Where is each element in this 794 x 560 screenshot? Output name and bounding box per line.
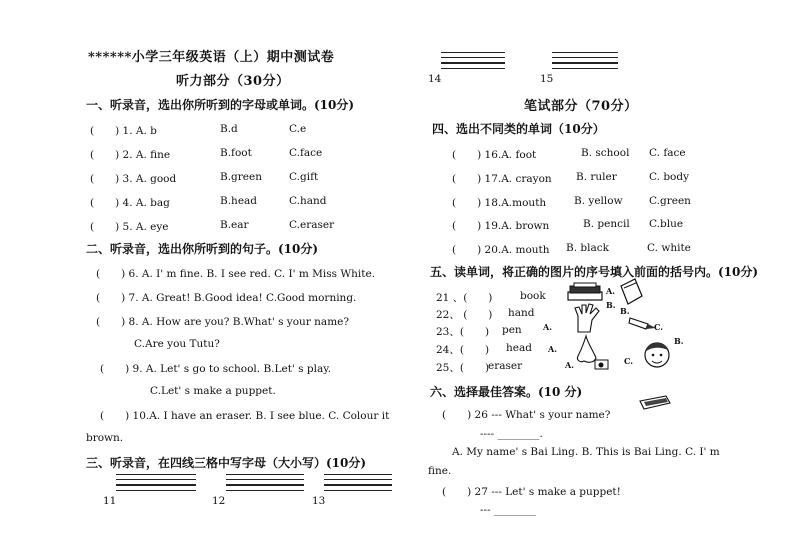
question-26: ( ) 26 --- What' s your name? xyxy=(442,409,611,421)
four-line-grid xyxy=(552,52,618,73)
question-8-option-c: C.Are you Tutu? xyxy=(134,338,220,350)
picture-label: A. xyxy=(548,344,557,354)
question-8: ( ) 8. A. How are you? B.What' s your name? xyxy=(96,316,349,328)
question-27-answer-line: --- ________ xyxy=(480,504,536,516)
picture-label: C. xyxy=(624,356,634,366)
picture-label: C. xyxy=(654,322,664,332)
writing-number-12: 12 xyxy=(212,495,226,507)
eraser-picture xyxy=(638,395,672,411)
picture-label: A. xyxy=(565,360,574,370)
written-heading: 笔试部分（70分） xyxy=(524,99,638,114)
picture-label: A. xyxy=(543,322,552,332)
question-7: ( ) 7. A. Great! B.Good idea! C.Good morning. xyxy=(96,292,357,304)
writing-number-15: 15 xyxy=(540,73,554,85)
book-stack-picture xyxy=(566,282,606,304)
writing-number-14: 14 xyxy=(428,73,442,85)
section-4-heading: 四、选出不同类的单词（10分） xyxy=(432,122,605,136)
hand-picture xyxy=(572,302,606,334)
question-27: ( ) 27 --- Let' s make a puppet! xyxy=(442,486,621,498)
four-line-grid xyxy=(441,52,505,73)
question-26-answer-line: ---- ________. xyxy=(480,428,543,440)
question-10: ( ) 10.A. I have an eraser. B. I see blue. C. Colour it xyxy=(100,410,390,422)
four-line-grid xyxy=(226,474,304,495)
four-line-grid xyxy=(324,474,392,495)
section-1-heading: 一、听录音，选出你所听到的字母或单词。(10分) xyxy=(86,98,355,112)
question-26-options: A. My name' s Bai Ling. B. This is Bai Ling. C. I' m xyxy=(452,446,720,458)
picture-label: B. xyxy=(606,300,616,310)
question-26-cont: fine. xyxy=(428,465,452,477)
writing-number-11: 11 xyxy=(103,495,117,507)
pencil-picture xyxy=(628,314,658,332)
sharpener-picture xyxy=(594,357,610,371)
section-3-heading: 三、听录音，在四线三格中写字母（大小写）(10分) xyxy=(86,456,367,470)
listening-heading: 听力部分（30分） xyxy=(176,74,290,89)
question-6: ( ) 6. A. I' m fine. B. I see red. C. I' m Miss White. xyxy=(96,268,376,280)
boy-head-picture xyxy=(642,338,674,370)
question-10-cont: brown. xyxy=(86,432,124,444)
section-5-heading: 五、读单词，将正确的图片的序号填入前面的括号内。(10分) xyxy=(430,265,759,279)
book-picture xyxy=(618,278,644,306)
picture-label: A. xyxy=(606,286,615,296)
exam-title: ******小学三年级英语（上）期中测试卷 xyxy=(88,50,335,65)
picture-label: B. xyxy=(620,306,630,316)
section-2-heading: 二、听录音，选出你所听到的句子。(10分) xyxy=(86,242,319,256)
question-9: ( ) 9. A. Let' s go to school. B.Let' s play. xyxy=(100,363,332,375)
picture-label: B. xyxy=(674,336,684,346)
writing-number-13: 13 xyxy=(312,495,326,507)
four-line-grid xyxy=(116,474,196,495)
section-6-heading: 六、选择最佳答案。(10 分) xyxy=(430,385,583,399)
question-9-option-c: C.Let' s make a puppet. xyxy=(150,385,276,397)
